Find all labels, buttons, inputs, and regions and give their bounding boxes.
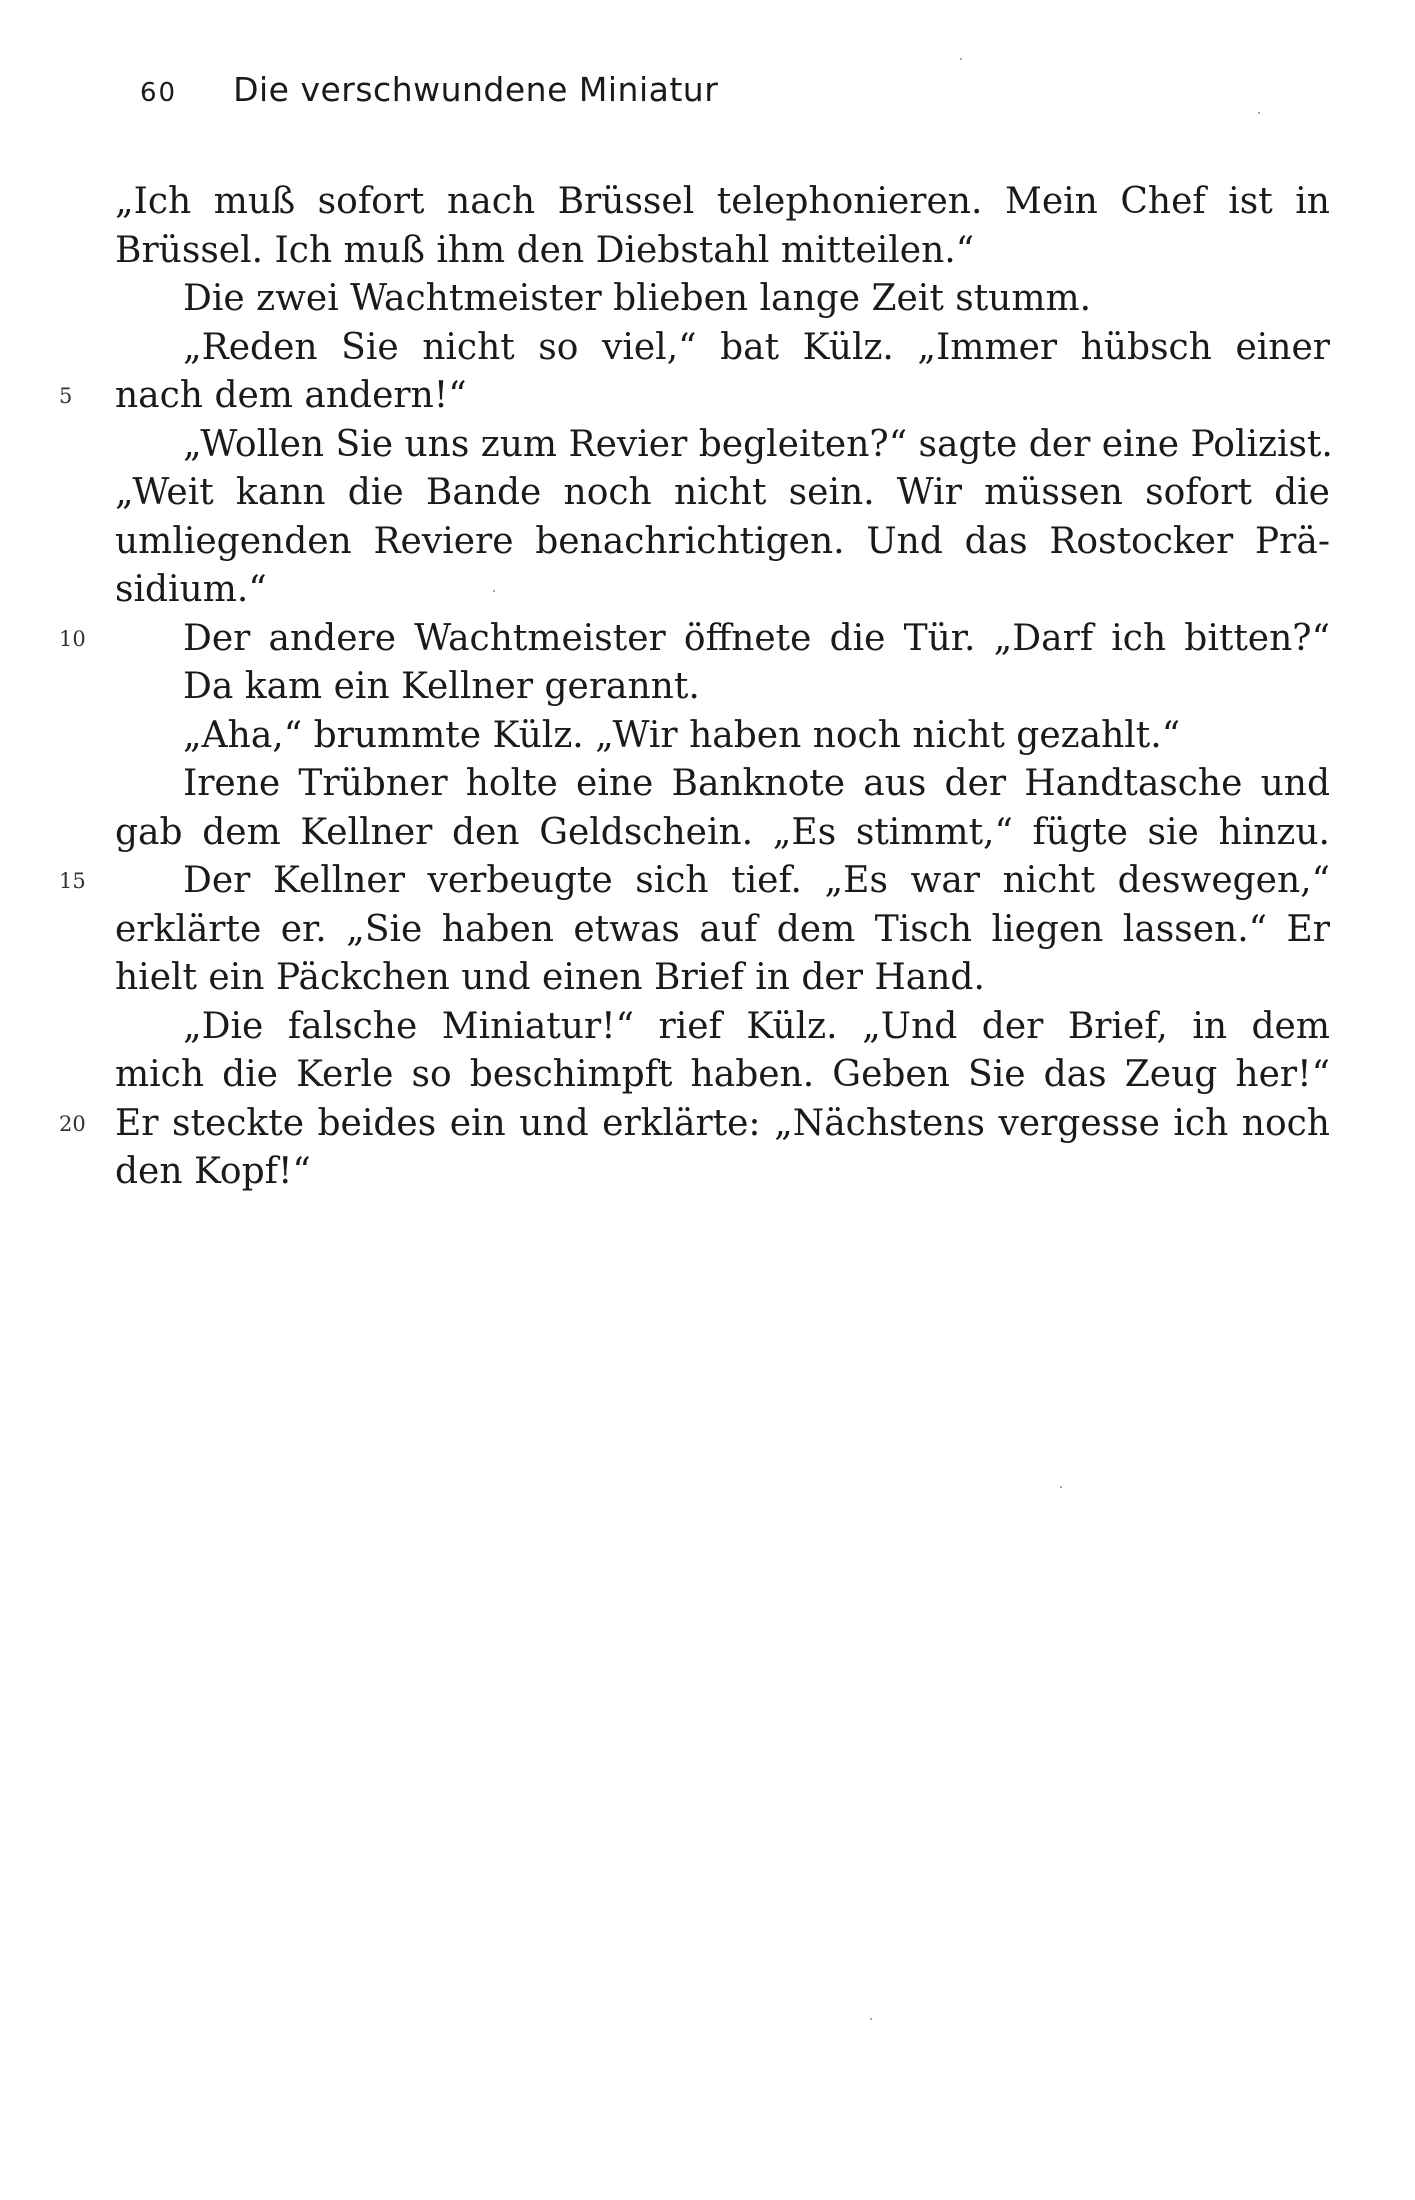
scan-speck	[1258, 112, 1260, 114]
line-text: Der andere Wachtmeister öffnete die Tür. „Darf ich bitten?“	[183, 617, 1330, 659]
line-text: „Reden Sie nicht so viel,“ bat Külz. „Immer hübsch einer	[183, 326, 1330, 368]
text-line	[115, 178, 1330, 227]
text-line	[115, 227, 1330, 276]
text-line	[115, 809, 1330, 858]
line-text: erklärte er. „Sie haben etwas auf dem Tisch liegen lassen.“ Er	[115, 908, 1330, 950]
text-line	[115, 324, 1330, 373]
scan-speck	[493, 590, 495, 592]
text-line	[115, 954, 1330, 1003]
line-text: mich die Kerle so beschimpft haben. Geben Sie das Zeug her!“	[115, 1054, 1330, 1095]
line-text: hielt ein Päckchen und einen Brief in der Hand.	[115, 957, 985, 998]
text-line	[59, 372, 1330, 421]
line-text: nach dem andern!“	[115, 375, 467, 416]
scan-speck	[870, 2018, 872, 2020]
text-line	[115, 1148, 1330, 1197]
line-number: 10	[59, 626, 86, 651]
text-line	[115, 566, 1330, 615]
line-text: Brüssel. Ich muß ihm den Diebstahl mitteilen.“	[115, 229, 975, 271]
page-header	[140, 70, 718, 109]
line-text: sidium.“	[115, 569, 267, 610]
line-text: „Die falsche Miniatur!“ rief Külz. „Und der Brief, in dem	[183, 1005, 1330, 1047]
text-line	[115, 906, 1330, 955]
text-line	[115, 1003, 1330, 1052]
text-line	[115, 469, 1330, 518]
text-line	[115, 760, 1330, 809]
line-number: 15	[59, 869, 86, 893]
line-number: 20	[59, 1111, 86, 1136]
text-line	[115, 663, 1330, 712]
line-text: Der Kellner verbeugte sich tief. „Es war nicht deswegen,“	[183, 860, 1330, 901]
text-line	[115, 275, 1330, 324]
line-text: „Weit kann die Bande noch nicht sein. Wir müssen sofort die	[115, 472, 1330, 513]
text-line	[59, 1100, 1330, 1149]
line-text: Er steckte beides ein und erklärte: „Nächstens vergesse ich noch	[115, 1102, 1330, 1144]
text-line	[115, 712, 1330, 761]
line-text: „Wollen Sie uns zum Revier begleiten?“ sagte der eine Polizist.	[183, 423, 1333, 465]
line-text: den Kopf!“	[115, 1151, 311, 1192]
text-line	[115, 518, 1330, 567]
page-number: 60	[140, 78, 178, 108]
line-text: Irene Trübner holte eine Banknote aus der Handtasche und	[183, 763, 1330, 804]
text-line	[115, 421, 1333, 470]
scan-speck	[1060, 1486, 1062, 1488]
running-head: Die verschwundene Miniatur	[233, 70, 719, 109]
line-text: umliegenden Reviere benachrichtigen. Und das Rostocker Prä-	[115, 520, 1330, 562]
body-text	[59, 178, 1333, 1197]
line-text: Die zwei Wachtmeister blieben lange Zeit stumm.	[183, 278, 1092, 319]
text-line	[59, 857, 1330, 906]
text-line	[59, 615, 1330, 664]
text-line	[115, 1051, 1330, 1100]
line-text: Da kam ein Kellner gerannt.	[183, 666, 700, 707]
line-text: „Aha,“ brummte Külz. „Wir haben noch nicht gezahlt.“	[183, 714, 1181, 756]
line-text: gab dem Kellner den Geldschein. „Es stimmt,“ fügte sie hinzu.	[115, 811, 1330, 853]
line-number: 5	[59, 384, 73, 408]
scan-speck	[960, 58, 962, 60]
line-text: „Ich muß sofort nach Brüssel telephonieren. Mein Chef ist in	[115, 181, 1330, 222]
